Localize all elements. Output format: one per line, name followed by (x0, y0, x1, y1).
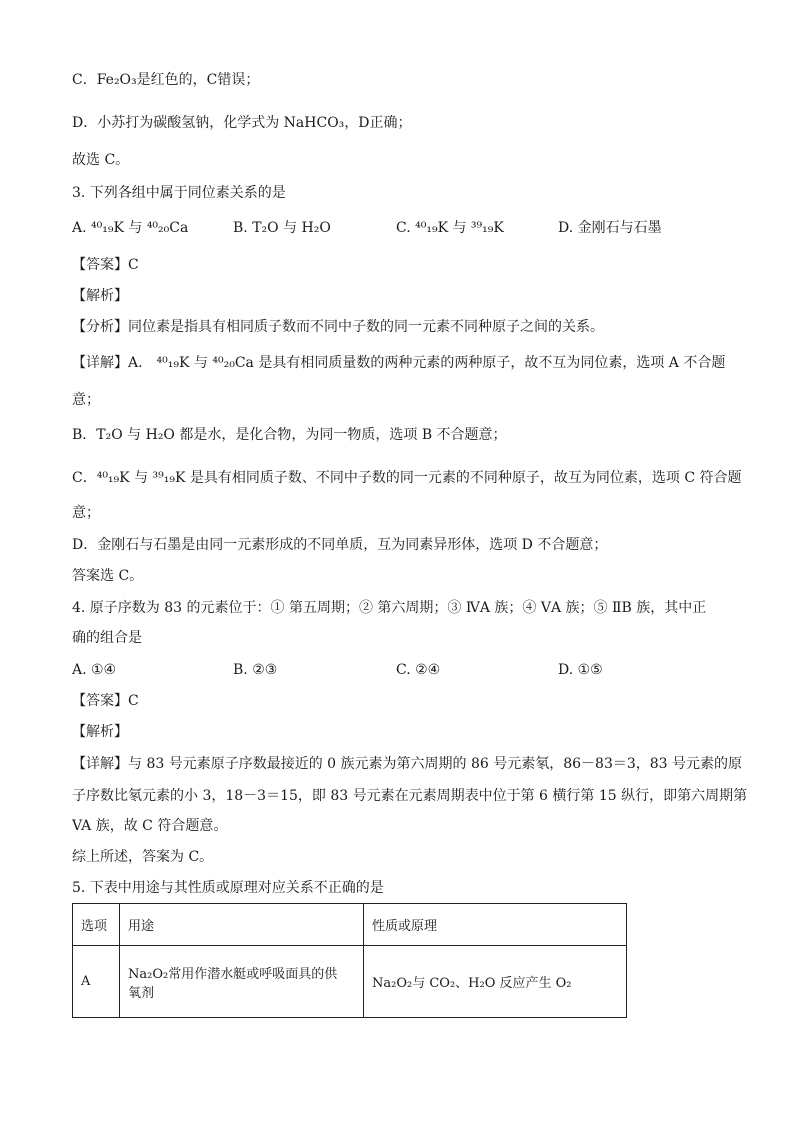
q4-option-b: B. ②③ (233, 662, 278, 678)
q3-option-c: C. ⁴⁰₁₉K 与 ³⁹₁₉K (396, 220, 504, 236)
question-5: 5. 下表中用途与其性质或原理对应关系不正确的是 (72, 880, 384, 896)
q3-option-b: B. T₂O 与 H₂O (233, 220, 331, 236)
table-cell-line: 氧剂 (128, 985, 155, 1001)
analysis-label-3: 【解析】 (72, 288, 128, 304)
detail-4a: 【详解】与 83 号元素原子序数最接近的 0 族元素为第六周期的 86 号元素氡，86－83＝3，83 号元素的原 (72, 756, 743, 772)
table-header: 选项 (73, 904, 120, 946)
q3-option-d: D. 金刚石与石墨 (558, 220, 662, 236)
q3-option-a: A. ⁴⁰₁₉K 与 ⁴⁰₂₀Ca (72, 220, 189, 236)
detail-3a-cont: 意； (72, 392, 100, 408)
text-line: 故选 C。 (72, 152, 130, 168)
table-header: 性质或原理 (364, 904, 627, 946)
detail-3c: C．⁴⁰₁₉K 与 ³⁹₁₉K 是具有相同质子数、不同中子数的同一元素的不同种原子，故互为同位素，选项 C 符合题 (72, 470, 742, 486)
answer-4: 【答案】C (72, 693, 139, 709)
detail-3b: B．T₂O 与 H₂O 都是水，是化合物，为同一物质，选项 B 不合题意； (72, 427, 507, 443)
detail-3c-cont: 意； (72, 505, 100, 521)
table-cell: Na₂O₂与 CO₂、H₂O 反应产生 O₂ (364, 946, 627, 1018)
table-header: 用途 (120, 904, 364, 946)
table-cell (120, 946, 364, 1018)
detail-4b: 子序数比氡元素的小 3，18－3＝15，即 83 号元素在元素周期表中位于第 6 横行第 15 纵行，即第六周期第 (72, 788, 748, 804)
text-line: C．Fe₂O₃是红色的，C错误； (72, 72, 260, 88)
detail-4c: VA 族，故 C 符合题意。 (72, 818, 228, 834)
analysis-label-4: 【解析】 (72, 724, 128, 740)
detail-3a: 【详解】A． ⁴⁰₁₉K 与 ⁴⁰₂₀Ca 是具有相同质量数的两种元素的两种原子，故不互为同位素，选项 A 不合题 (72, 355, 726, 371)
q4-option-d: D. ①⑤ (558, 662, 603, 678)
table-cell-line: Na₂O₂常用作潜水艇或呼吸面具的供 (128, 966, 338, 982)
analysis-3: 【分析】同位素是指具有相同质子数而不同中子数的同一元素不同种原子之间的关系。 (72, 319, 604, 335)
detail-3d: D．金刚石与石墨是由同一元素形成的不同单质，互为同素异形体，选项 D 不合题意； (72, 537, 608, 553)
answer-3: 【答案】C (72, 257, 139, 273)
question-4: 4. 原子序数为 83 的元素位于：① 第五周期；② 第六周期；③ ⅣA 族；④ ⅤA 族；⑤ ⅡB 族，其中正 (72, 600, 707, 616)
q4-option-c: C. ②④ (396, 662, 441, 678)
text-line: D．小苏打为碳酸氢钠，化学式为 NaHCO₃，D正确； (72, 115, 412, 131)
question-4-cont: 确的组合是 (72, 630, 142, 646)
property-table (72, 903, 627, 1018)
q4-option-a: A. ①④ (72, 662, 117, 678)
table-cell: A (73, 946, 120, 1018)
detail-4d: 综上所述，答案为 C。 (72, 849, 214, 865)
question-3: 3. 下列各组中属于同位素关系的是 (72, 185, 286, 201)
detail-3e: 答案选 C。 (72, 568, 144, 584)
